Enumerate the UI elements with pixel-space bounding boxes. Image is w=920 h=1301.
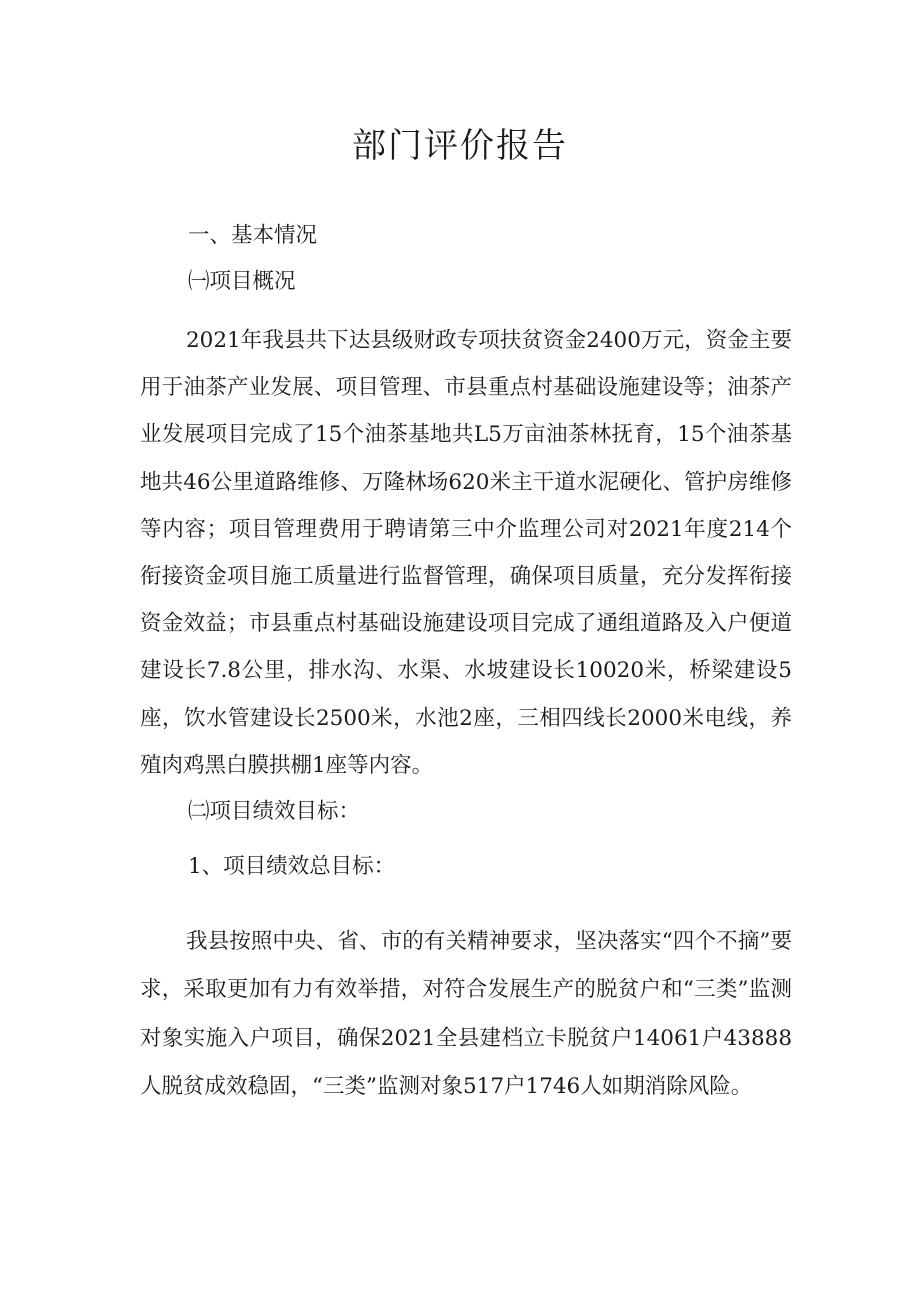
paragraph-overall-goal: 我县按照中央、省、市的有关精神要求，坚决落实“四个不摘”要求，采取更加有力有效举措，对符合发展生产的脱贫户和“三类”监测对象实施入户项目，确保2021全县建档立卡脱贫户14061户43888人脱贫成效稳固，“三类”监测对象517户1746人如期消除风险。: [140, 929, 792, 1100]
section-heading-basic-info: 一、基本情况: [188, 223, 318, 248]
subsection-heading-performance-goals: ㈡项目绩效目标：: [188, 799, 361, 824]
document-title: 部门评价报告: [352, 126, 568, 166]
item-heading-overall-goal: 1、项目绩效总目标：: [188, 854, 396, 879]
subsection-heading-project-overview: ㈠项目概况: [188, 269, 296, 294]
paragraph-project-overview: 2021年我县共下达县级财政专项扶贫资金2400万元，资金主要用于油茶产业发展、项目管理、市县重点村基础设施建设等；油茶产业发展项目完成了15个油茶基地共L5万亩油茶林抚育，15个油茶基地共46公里道路维修、万隆林场620米主干道水泥硬化、管护房维修等内容；项目管理费用于聘请第三中介监理公司对2021年度214个衔接资金项目施工质量进行监督管理，确保项目质量，充分发挥衔接资金效益；市县重点村基础设施建设项目完成了通组道路及入户便道建设长7.8公里，排水沟、水渠、水坡建设长10020米，桥梁建设5座，饮水管建设长2500米，水池2座，三相四线长2000米电线，养殖肉鸡黑白膜拱棚1座等内容。: [140, 328, 792, 778]
